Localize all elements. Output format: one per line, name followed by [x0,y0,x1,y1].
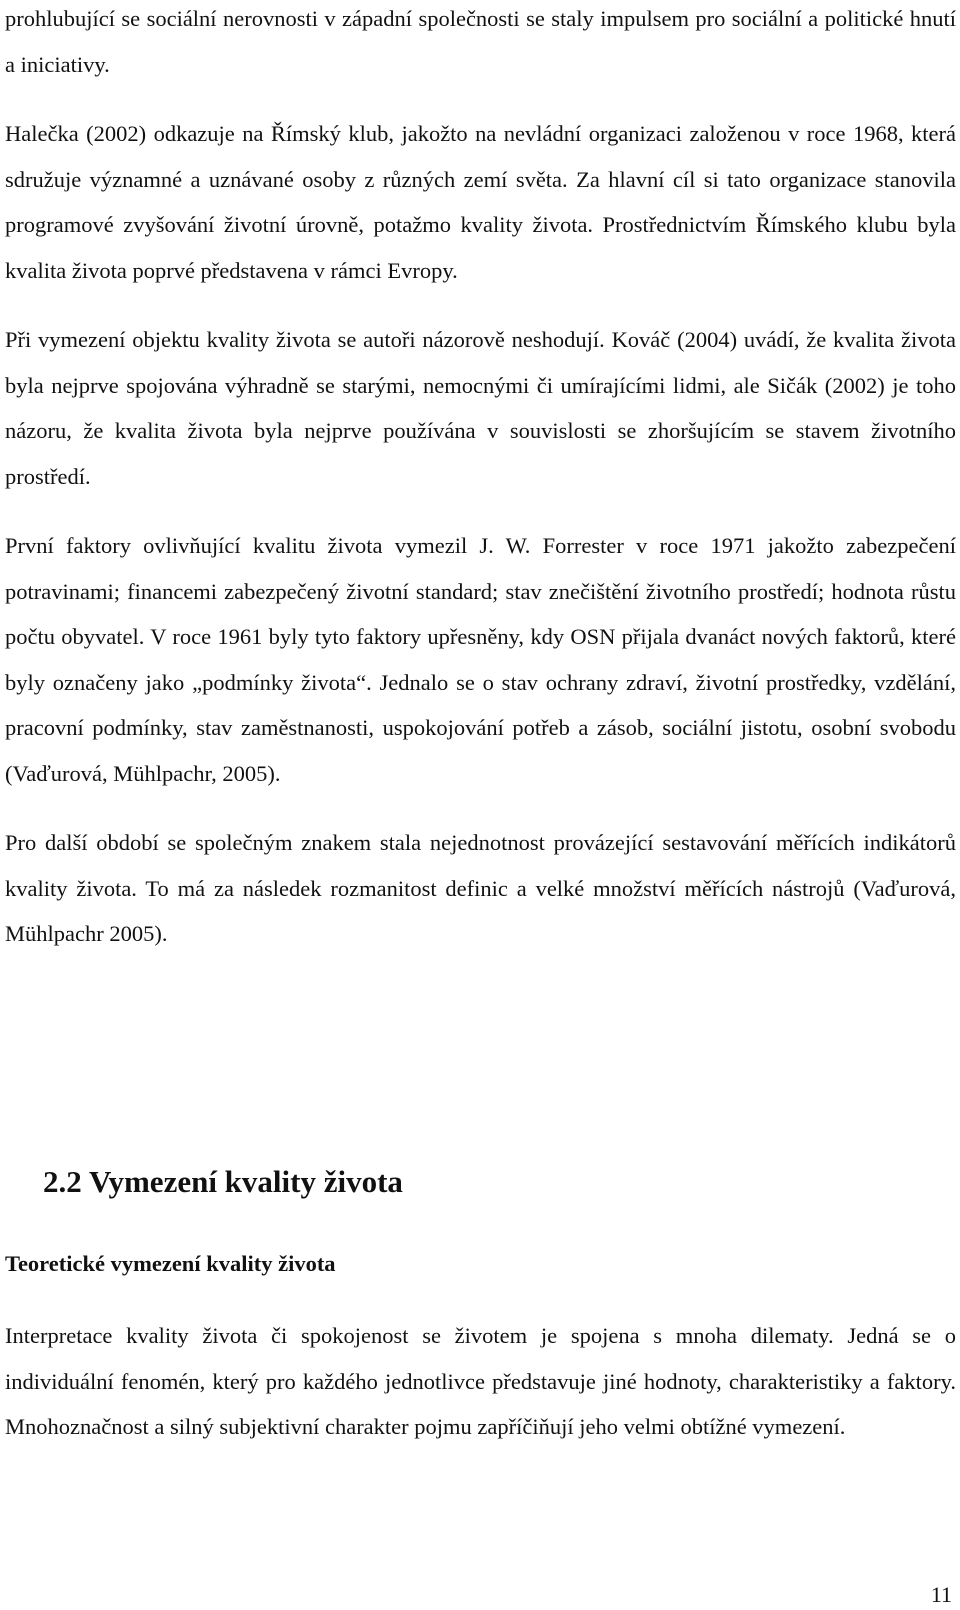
document-page [5,0,956,1439]
paragraph-3: Při vymezení objektu kvality života se autoři názorově neshodují. Kováč (2004) uvádí, že kvalita života byla nejprve spojována výhradně se starými, nemocnými či umírajícími lidmi, ale Sičák (2002) je toho názoru, že kvalita života byla nejprve používána v souvislosti se zhoršujícím se stavem životního prostředí. [5,327,956,489]
section-heading: 2.2 Vymezení kvality života [43,1164,403,1199]
paragraph-5: Pro další období se společným znakem stala nejednotnost provázející sestavování měřících indikátorů kvality života. To má za následek rozmanitost definic a velké množství měřících nástrojů (Vaďurová, Mühlpachr 2005). [5,830,956,946]
paragraph-1: prohlubující se sociální nerovnosti v západní společnosti se staly impulsem pro sociální a politické hnutí a iniciativy. [5,6,956,77]
paragraph-2: Halečka (2002) odkazuje na Římský klub, jakožto na nevládní organizaci založenou v roce 1968, která sdružuje významné a uznávané osoby z různých zemí světa. Za hlavní cíl si tato organizace stanovila programové zvyšování životní úrovně, potažmo kvality života. Prostřednictvím Římského klubu byla kvalita života poprvé představena v rámci Evropy. [5,121,956,283]
page-number: 11 [930,1582,952,1607]
section-paragraph: Interpretace kvality života či spokojenost se životem je spojena s mnoha dilematy. Jedná se o individuální fenomén, který pro každého jednotlivce představuje jiné hodnoty, charakteristiky a faktory. Mnohoznačnost a silný subjektivní charakter pojmu zapříčiňují jeho velmi obtížné vymezení. [5,1323,956,1439]
subsection-heading: Teoretické vymezení kvality života [5,1251,336,1276]
paragraph-4: První faktory ovlivňující kvalitu života vymezil J. W. Forrester v roce 1971 jakožto zabezpečení potravinami; financemi zabezpečený životní standard; stav znečištění životního prostředí; hodnota růstu počtu obyvatel. V roce 1961 byly tyto faktory upřesněny, kdy OSN přijala dvanáct nových faktorů, které byly označeny jako „podmínky života“. Jednalo se o stav ochrany zdraví, životní prostředky, vzdělání, pracovní podmínky, stav zaměstnanosti, uspokojování potřeb a zásob, sociální jistotu, osobní svobodu (Vaďurová, Mühlpachr, 2005). [5,533,956,786]
